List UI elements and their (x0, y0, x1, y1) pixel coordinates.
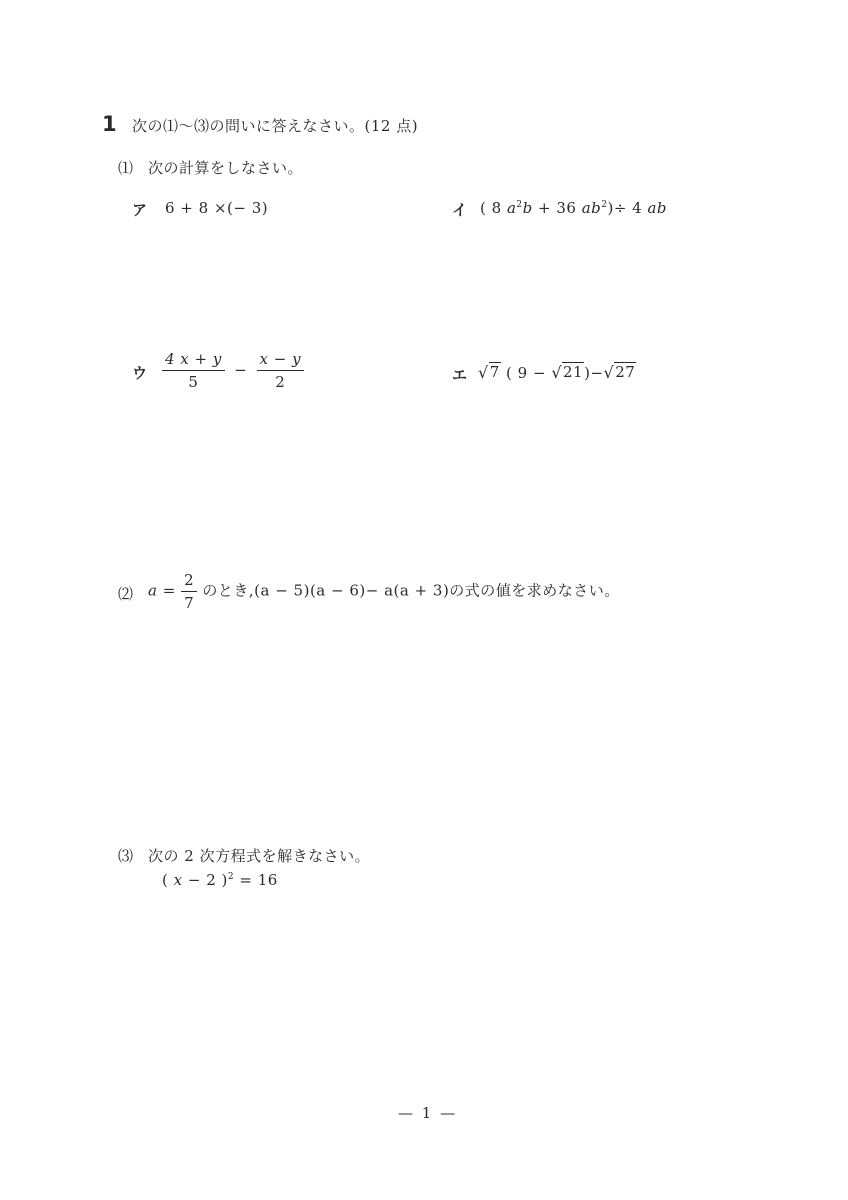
part3-label: ⑶ (118, 847, 134, 865)
problem-a-expression: 6 + 8 ×(− 3) (165, 199, 269, 217)
part1-label: ⑴ (118, 159, 134, 177)
problem-i-label: イ (452, 201, 468, 219)
problem-i-expression: ( 8 $a^2b + 36$ $ab^2)\div 4$ ab (480, 199, 668, 217)
part3-instruction: 次の 2 次方程式を解きなさい。 (148, 847, 371, 865)
problem-e-label: エ (452, 366, 468, 384)
part2-text: a = $\frac{2}{7}$ のとき,(a − 5)(a − 6)− a(a + 3)の式の値を求めなさい。 (148, 571, 620, 612)
question-heading: 次の⑴〜⑶の問いに答えなさい。(12 点) (132, 117, 419, 135)
part2-label: ⑵ (118, 585, 134, 603)
part2-fraction: $\frac{2}{7}$ (181, 571, 197, 612)
page-number: — 1 — (398, 1104, 458, 1122)
problem-u-label: ウ (132, 364, 148, 382)
problem-e-expression: √ 7 ( 9 − √ 21 )− √ 27 (478, 363, 636, 382)
problem-a-label: ア (132, 201, 148, 219)
question-number: 1 (102, 112, 117, 136)
problem-u-expression: $\frac{4 x + y}{5}$ − $\frac{x - y}{2}$ (162, 350, 304, 391)
part1-instruction: 次の計算をしなさい。 (148, 159, 304, 177)
fraction-2: $\frac{x - y}{2}$ (257, 350, 305, 391)
part3-equation: ( x − 2 )$^2$ = 16 (162, 871, 278, 889)
fraction-1: $\frac{4 x + y}{5}$ (162, 350, 225, 391)
